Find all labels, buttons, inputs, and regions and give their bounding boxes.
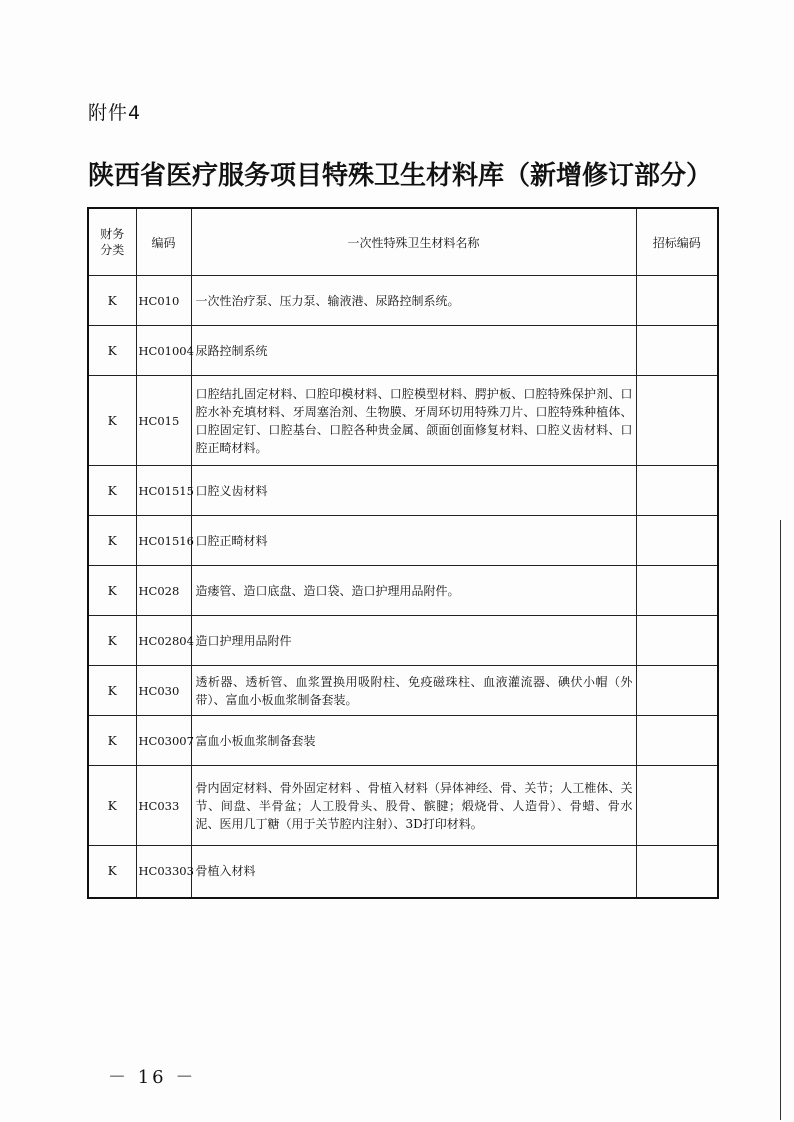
table-row <box>88 326 718 376</box>
row-name: 透析器、透析管、血浆置换用吸附柱、免疫磁珠柱、血液灌流器、碘伏小帽（外带）、富血小板血浆制备套装。 <box>191 666 636 716</box>
row-code: HC028 <box>136 566 191 616</box>
document-title: 陕西省医疗服务项目特殊卫生材料库（新增修订部分） <box>88 161 713 191</box>
table-row <box>88 666 718 716</box>
row-bid-code <box>636 516 718 566</box>
row-code: HC010 <box>136 276 191 326</box>
row-category: K <box>88 466 136 516</box>
row-name: 口腔义齿材料 <box>191 466 636 516</box>
table-row <box>88 566 718 616</box>
row-bid-code <box>636 666 718 716</box>
header-category: 财务 分类 <box>88 208 136 276</box>
row-code: HC01516 <box>136 516 191 566</box>
row-name: 口腔结扎固定材料、口腔印模材料、口腔模型材料、腭护板、口腔特殊保护剂、口腔水补充填材料、牙周塞治剂、生物膜、牙周环切用特殊刀片、口腔特殊种植体、口腔固定钉、口腔基台、口腔各种贵金属、颌面创面修复材料、口腔义齿材料、口腔正畸材料。 <box>191 376 636 466</box>
table-row <box>88 276 718 326</box>
row-name: 富血小板血浆制备套装 <box>191 716 636 766</box>
row-bid-code <box>636 376 718 466</box>
header-name: 一次性特殊卫生材料名称 <box>191 208 636 276</box>
row-name: 尿路控制系统 <box>191 326 636 376</box>
row-category: K <box>88 326 136 376</box>
row-category: K <box>88 716 136 766</box>
row-category: K <box>88 276 136 326</box>
table-row <box>88 716 718 766</box>
table-row <box>88 846 718 898</box>
row-name: 一次性治疗泵、压力泵、输液港、尿路控制系统。 <box>191 276 636 326</box>
row-code: HC015 <box>136 376 191 466</box>
row-code: HC02804 <box>136 616 191 666</box>
header-bid-code: 招标编码 <box>636 208 718 276</box>
row-code: HC01004 <box>136 326 191 376</box>
row-category: K <box>88 666 136 716</box>
row-name: 骨内固定材料、骨外固定材料 、骨植入材料（异体神经、骨、关节；人工椎体、关节、间盘、半骨盆；人工股骨头、股骨、髌腱；煅烧骨、人造骨）、骨蜡、骨水泥、医用几丁糖（用于关节腔内注射）、3D打印材料。 <box>191 766 636 846</box>
table-row <box>88 766 718 846</box>
row-code: HC033 <box>136 766 191 846</box>
row-bid-code <box>636 846 718 898</box>
table-row <box>88 466 718 516</box>
row-name: 口腔正畸材料 <box>191 516 636 566</box>
row-bid-code <box>636 276 718 326</box>
row-category: K <box>88 616 136 666</box>
row-code: HC01515 <box>136 466 191 516</box>
row-bid-code <box>636 766 718 846</box>
row-name: 造瘘管、造口底盘、造口袋、造口护理用品附件。 <box>191 566 636 616</box>
table-row <box>88 516 718 566</box>
table-row <box>88 376 718 466</box>
row-name: 造口护理用品附件 <box>191 616 636 666</box>
table-header-row <box>88 208 718 276</box>
scan-edge-line <box>780 520 781 1120</box>
row-category: K <box>88 766 136 846</box>
table-row <box>88 616 718 666</box>
row-bid-code <box>636 466 718 516</box>
attachment-label: 附件4 <box>88 102 142 124</box>
page-number: － 16 － <box>108 1067 197 1088</box>
row-code: HC03007 <box>136 716 191 766</box>
row-code: HC03303 <box>136 846 191 898</box>
row-category: K <box>88 566 136 616</box>
row-code: HC030 <box>136 666 191 716</box>
header-code: 编码 <box>136 208 191 276</box>
row-name: 骨植入材料 <box>191 846 636 898</box>
materials-table <box>87 207 719 899</box>
row-category: K <box>88 376 136 466</box>
row-bid-code <box>636 716 718 766</box>
row-category: K <box>88 516 136 566</box>
row-bid-code <box>636 326 718 376</box>
row-bid-code <box>636 616 718 666</box>
row-bid-code <box>636 566 718 616</box>
row-category: K <box>88 846 136 898</box>
